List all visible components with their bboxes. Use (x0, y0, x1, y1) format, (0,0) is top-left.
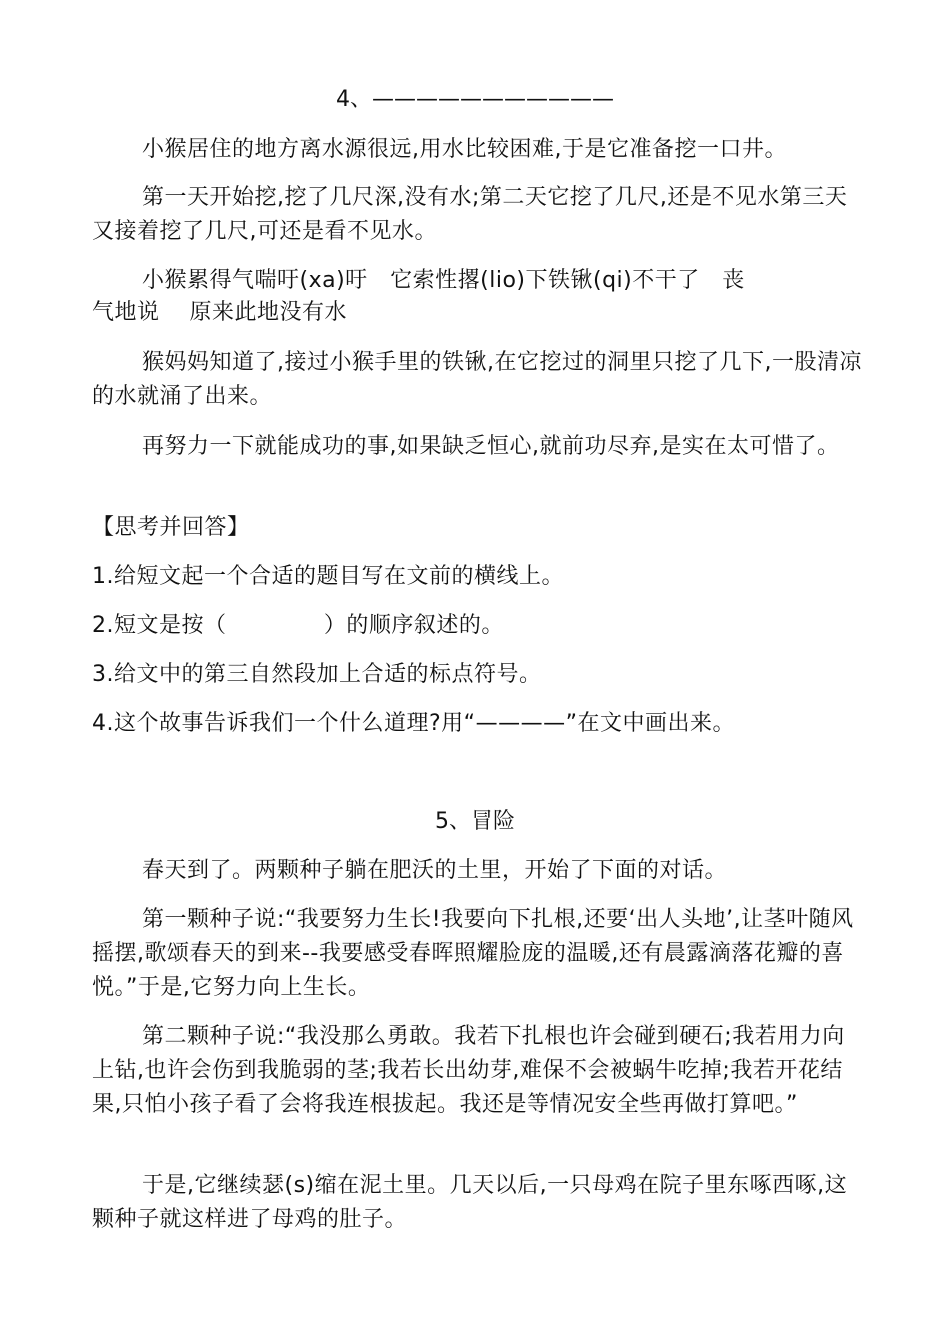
story4-paragraph-3-line-2: 气地说 原来此地没有水 (92, 300, 347, 325)
story4-paragraph-4: 猴妈妈知道了,接过小猴手里的铁锹,在它挖过的洞里只挖了几下,一股清凉的水就涌了出来。 (92, 350, 862, 409)
story4-paragraph-3-line-1: 小猴累得气喘吁(xa)吁 它索性撂(lio)下铁锹(qi)不干了 丧 (142, 268, 745, 293)
section-header: 【思考并回答】 (92, 515, 250, 540)
story4-title: 4、——————————— (336, 87, 614, 112)
story5-title: 5、冒险 (435, 809, 515, 834)
story5-paragraph-1: 春天到了。两颗种子躺在肥沃的土里，开始了下面的对话。 (142, 858, 728, 883)
story4-paragraph-2: 第一天开始挖,挖了几尺深,没有水;第二天它挖了几尺,还是不见水第三天又接着挖了几尺,可还是看不见水。 (92, 185, 848, 244)
story5-paragraph-4: 于是,它继续瑟(s)缩在泥土里。几天以后,一只母鸡在院子里东啄西啄,这颗种子就这样进了母鸡的肚子。 (92, 1173, 848, 1232)
question-1: 1.给短文起一个合适的题目写在文前的横线上。 (92, 564, 564, 589)
question-3: 3.给文中的第三自然段加上合适的标点符号。 (92, 662, 542, 687)
story5-paragraph-2: 第一颗种子说:“我要努力生长!我要向下扎根,还要‘出人头地’,让茎叶随风摇摆,歌颂春天的到来--我要感受春晖照耀脸庞的温暖,还有晨露滴落花瓣的喜悦。”于是,它努力向上生长。 (92, 907, 854, 1000)
story4-paragraph-1: 小猴居住的地方离水源很远,用水比较困难,于是它准备挖一口井。 (142, 137, 787, 162)
question-2: 2.短文是按（ ）的顺序叙述的。 (92, 613, 504, 638)
question-4: 4.这个故事告诉我们一个什么道理?用“————”在文中画出来。 (92, 711, 735, 736)
story4-paragraph-5: 再努力一下就能成功的事,如果缺乏恒心,就前功尽弃,是实在太可惜了。 (142, 434, 840, 459)
story5-paragraph-3: 第二颗种子说:“我没那么勇敢。我若下扎根也许会碰到硬石;我若用力向上钻,也许会伤到我脆弱的茎;我若长出幼芽,难保不会被蜗牛吃掉;我若开花结果,只怕小孩子看了会将我连根拔起。我还是等情况安全些再做打算吧。” (92, 1024, 845, 1117)
